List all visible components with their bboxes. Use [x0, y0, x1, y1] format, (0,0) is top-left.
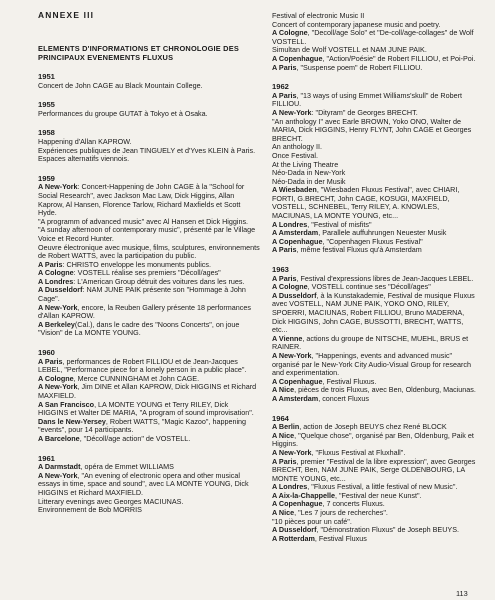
chronology-entry	[38, 383, 260, 400]
entry-text: , "Démonstration Fluxus" de Joseph BEUYS.	[316, 525, 459, 535]
entry-text: Néo-Dada in der Musik	[272, 176, 346, 186]
chronology-entry	[38, 110, 260, 119]
entry-text: , "Suspense poem" de Robert FILLIOU.	[296, 62, 423, 72]
chronology-entry	[272, 292, 480, 335]
entry-city: A Copenhague	[272, 376, 323, 386]
entry-city: A Berkeley	[38, 319, 75, 329]
entry-city: A Dusseldorf	[272, 290, 317, 300]
entry-text: , "Fluxus Festival, a little festival of new Music".	[307, 482, 458, 492]
entry-city: A New-York	[272, 107, 312, 117]
chronology-entry	[38, 435, 260, 444]
entry-text: , Parallele auffuhrungen Neuester Musik	[318, 228, 447, 238]
entry-city: A Nice	[272, 430, 295, 440]
entry-text: , premier "Festival de la libre expression", avec Georges BRECHT, Ben, NAM JUNE PAIK, Serge OLDENBOURG, LA MONTE YOUNG, etc...	[272, 456, 476, 483]
entry-text: , LA MONTE YOUNG et Terry RILEY, Dick HIGGINS et Walter DE MARIA, "A program of sound improvisation".	[38, 399, 254, 418]
entry-city: A Copenhague	[272, 236, 323, 246]
entry-text: Festival of electronic Music II	[272, 11, 365, 20]
entry-city: A Nice	[272, 508, 295, 518]
entry-city: A Copenhague	[272, 53, 323, 63]
entry-text: , pièces de trois Fluxus, avec Ben, Oldenburg, Maciunas.	[294, 385, 476, 395]
entry-text: (Cal.), dans le cadre des "Noons Concerts", on joue "Vision" de La MONTE YOUNG.	[38, 319, 240, 338]
entry-text: Concert de John CAGE au Black Mountain College.	[38, 80, 203, 90]
entry-city: A Amsterdam	[272, 228, 319, 238]
entry-city: A Paris	[38, 259, 63, 269]
entry-text: , action de Joseph BEUYS chez René BLOCK	[299, 422, 447, 432]
entry-text: , même festival Fluxus qu'à Amsterdam	[296, 245, 422, 255]
entry-text: Happening d'Allan KAPROW.	[38, 136, 132, 146]
chronology-entry	[38, 183, 260, 217]
chronology-entry	[38, 358, 260, 375]
entry-city: A Paris	[272, 273, 297, 283]
entry-city: A Berlin	[272, 422, 300, 432]
entry-city: A Paris	[272, 90, 297, 100]
chronology-entry	[272, 352, 480, 378]
entry-text: , opéra de Emmet WILLIAMS	[80, 462, 174, 472]
chronology-entry	[38, 401, 260, 418]
entry-text: , "Copenhagen Fluxus Festival"	[322, 236, 423, 246]
year-heading: 1960	[38, 348, 55, 358]
entry-city: A San Francisco	[38, 399, 95, 409]
entry-text: , Festival d'expressions libres de Jean-Jacques LEBEL.	[296, 273, 474, 283]
left-chronology	[38, 73, 260, 515]
chronology-entry	[38, 286, 260, 303]
chronology-entry	[38, 82, 260, 91]
chronology-entry	[272, 395, 480, 404]
entry-city: A Cologne	[272, 282, 308, 292]
entry-city: A Londres	[272, 482, 308, 492]
entry-text: , actions du groupe de NITSCHE, MUEHL, BRUS et RAINER.	[272, 333, 469, 352]
chronology-entry	[38, 155, 260, 164]
entry-text: Performances du groupe GUTAT à Tokyo et à Osaka.	[38, 108, 208, 118]
year-heading: 1951	[38, 72, 55, 81]
entry-text: Espaces alternatifs viennois.	[38, 154, 130, 164]
entry-text: , "Fluxus Festival at Fluxhall".	[311, 447, 406, 457]
entry-text: , "An evening of electronic opera and other musical essays in time, space and sound", avec LA MONTE YOUNG, Dick HIGGINS et Richard MAXFIELD.	[38, 470, 249, 497]
entry-city: A Amsterdam	[272, 393, 319, 403]
entry-text: , concert Fluxus	[318, 393, 369, 403]
entry-text: An anthology II.	[272, 142, 322, 152]
entry-city: A Cologne	[38, 373, 74, 383]
chronology-entry	[38, 418, 260, 435]
chronology-entry	[38, 321, 260, 338]
entry-text: , "Festival der neue Kunst".	[334, 490, 422, 500]
entry-text: , Merce CUNNINGHAM et John CAGE.	[73, 373, 200, 383]
entry-text: , "Decoll/age Solo" et "De-coll/age-collages" de Wolf VOSTELL.	[272, 28, 474, 46]
chronology-entry	[38, 244, 260, 261]
entry-text: , Jim DINE et Allan KAPROW, Dick HIGGINS et Richard MAXFIELD.	[38, 382, 257, 400]
chronology-entry	[272, 29, 480, 46]
entry-city: A New-York	[38, 382, 78, 392]
chronology-entry	[272, 458, 480, 484]
entry-text: : "Dityram" de Georges BRECHT.	[311, 107, 418, 117]
chronology-entry	[38, 506, 260, 515]
entry-text: Environnement de Bob MORRIS	[38, 505, 142, 515]
chronology-entry	[38, 472, 260, 498]
entry-city: A Londres	[272, 219, 308, 229]
entry-text: "10 pièces pour un café".	[272, 516, 352, 526]
entry-text: At the Living Theatre	[272, 159, 339, 169]
chronology-entry	[272, 535, 480, 544]
page-number: 113	[456, 589, 468, 598]
entry-city: A Cologne	[272, 28, 308, 38]
chronology-entry	[272, 335, 480, 352]
entry-city: A Paris	[272, 456, 297, 466]
entry-text: , "Décoll/age action" de VOSTELL.	[79, 433, 191, 443]
entry-text: , "Quelque chose", organisé par Ben, Oldenburg, Paik et Higgins.	[272, 430, 474, 449]
year-heading: 1959	[38, 173, 55, 183]
entry-text: : NAM JUNE PAIK présente son "Hommage à John Cage".	[38, 285, 246, 304]
right-column	[272, 0, 480, 543]
entry-text: : L'American Group détruit des voitures dans les rues.	[73, 276, 245, 286]
entry-text: : VOSTELL réalise ses premiers "Décoll/ages"	[73, 268, 221, 278]
chronology-entry	[272, 64, 480, 73]
entry-city: A New-York	[38, 470, 78, 480]
year-heading: 1964	[272, 413, 289, 423]
entry-city: A Paris	[272, 245, 297, 255]
entry-city: A Darmstadt	[38, 462, 81, 472]
entry-text: Expériences publiques de Jean TINGUELY et d'Yves KLEIN à Paris.	[38, 145, 256, 155]
entry-city: A Rotterdam	[272, 533, 315, 543]
chronology-entry	[38, 226, 260, 243]
entry-text: , VOSTELL continue ses "Décoll/ages"	[307, 282, 431, 292]
entry-text: , "Happenings, events and advanced music" organisé par le New-York City Audio-Visual Group for research and experimentation.	[272, 350, 471, 378]
entry-text: , 7 concerts Fluxus.	[322, 499, 385, 509]
chronology-entry	[272, 92, 480, 109]
entry-city: A Wiesbaden	[272, 185, 317, 195]
entry-text: , "13 ways of using Emmet Williams'skull" de Robert FILLIOU.	[272, 90, 462, 109]
chronology-entry	[272, 246, 480, 255]
annexe-label: ANNEXE III	[38, 10, 95, 20]
entry-city: A New-York	[38, 302, 78, 312]
year-heading: 1963	[272, 265, 289, 275]
entry-city: A New-York	[272, 350, 312, 360]
entry-text: , Festival Fluxus	[314, 533, 367, 543]
entry-text: , encore, la Reuben Gallery présente 18 performances d'Allan KAPROW.	[38, 302, 251, 321]
entry-city: Dans le New-Yersey	[38, 416, 106, 426]
entry-text: , performances de Robert FILLIOU et de Jean-Jacques LEBEL, "Performance piece for a lonely person in a public place".	[38, 356, 247, 375]
chronology-entry	[272, 118, 480, 144]
chronology-entry	[38, 304, 260, 321]
entry-text: : CHRISTO enveloppe les monuments publics.	[62, 259, 211, 269]
entry-text: "A programm of advanced music" avec Al Hansen et Dick Higgins.	[38, 216, 249, 226]
document-heading: ELEMENTS D'INFORMATIONS ET CHRONOLOGIE DES PRINCIPAUX EVENEMENTS FLUXUS	[38, 44, 239, 62]
entry-text: Oeuvre électronique avec musique, films, sculptures, environnements de Robert WATTS, avec la participation du public.	[38, 242, 260, 261]
entry-text: , à la Kunstakademie, Festival de musique Fluxus avec VOSTELL, NAM JUNE PAIK, YOKO ONO, RILEY, SPOERRI, MACIUNAS, Robert FILLIOU, Bruno MADERNA, Dick HIGGINS, John CAGE, BUSSOTTI, BRECHT, WATTS, etc...	[272, 290, 475, 335]
entry-city: A Aix-la-Chappelle	[272, 490, 335, 500]
right-chronology	[272, 12, 480, 543]
entry-city: A New-York	[38, 182, 78, 192]
entry-text: , "Festival of misfits"	[307, 219, 372, 229]
entry-text: , "Wiesbaden Fluxus Festival", avec CHIARI, FORTI, G.BRECHT, John CAGE, KOSUGI, MAXFIELD, VOSTELL, SCHNEBEL, Terry RILEY, A. KNOWLES, MACIUNAS, LA MONTE YOUNG, etc...	[272, 185, 460, 221]
entry-text: Néo-Dada in New-York	[272, 168, 346, 178]
entry-text: Once Festival.	[272, 150, 318, 160]
entry-city: A Nice	[272, 385, 295, 395]
year-heading: 1962	[272, 82, 289, 92]
entry-text: Concert of contemporary japanese music and poetry.	[272, 19, 441, 29]
chronology-entry	[272, 432, 480, 449]
entry-city: A Barcelone	[38, 433, 80, 443]
year-heading: 1955	[38, 100, 55, 110]
entry-text: "A sunday afternoon of contemporary music", présenté par le Village Voice et Record Hunter.	[38, 225, 256, 243]
entry-text: Litterary evenings avec Georges MACIUNAS.	[38, 496, 184, 506]
year-heading: 1958	[38, 128, 55, 138]
entry-text: : Concert-Happening de John CAGE à la "School for Social Research", avec Jackson Mac Law, Dick Higgins, Allan Kaprow, Al Hansen, Florence Tarlow, Richard Maxfields et Scott Hyde.	[38, 182, 245, 218]
entry-city: A Vienne	[272, 333, 303, 343]
left-column	[38, 0, 260, 515]
entry-city: A Cologne	[38, 268, 74, 278]
entry-text: , "Les 7 jours de recherches".	[294, 508, 388, 518]
year-heading: 1961	[38, 453, 55, 463]
entry-text: , Robert WATTS, "Magic Kazoo", happening "events", pour 14 participants.	[38, 416, 247, 435]
entry-city: A Dusseldorf	[272, 525, 317, 535]
entry-city: A Londres	[38, 276, 74, 286]
entry-city: A Paris	[272, 62, 297, 72]
entry-text: Simultan de Wolf VOSTELL et NAM JUNE PAIK.	[272, 45, 427, 55]
entry-city: A Copenhague	[272, 499, 323, 509]
chronology-entry	[272, 186, 480, 220]
entry-text: , Festival Fluxus.	[322, 376, 377, 386]
entry-city: A Paris	[38, 356, 63, 366]
entry-city: A New-York	[272, 447, 312, 457]
entry-text: , "Action/Poésie" de Robert FILLIOU, et Poi-Poi.	[322, 53, 476, 63]
entry-city: A Dusseldorf	[38, 285, 83, 295]
entry-text: "An anthology I" avec Earle BROWN, Yoko ONO, Walter de MARIA, Dick HIGGINS, Henry FLYNT, John CAGE et Georges BRECHT.	[272, 116, 472, 143]
